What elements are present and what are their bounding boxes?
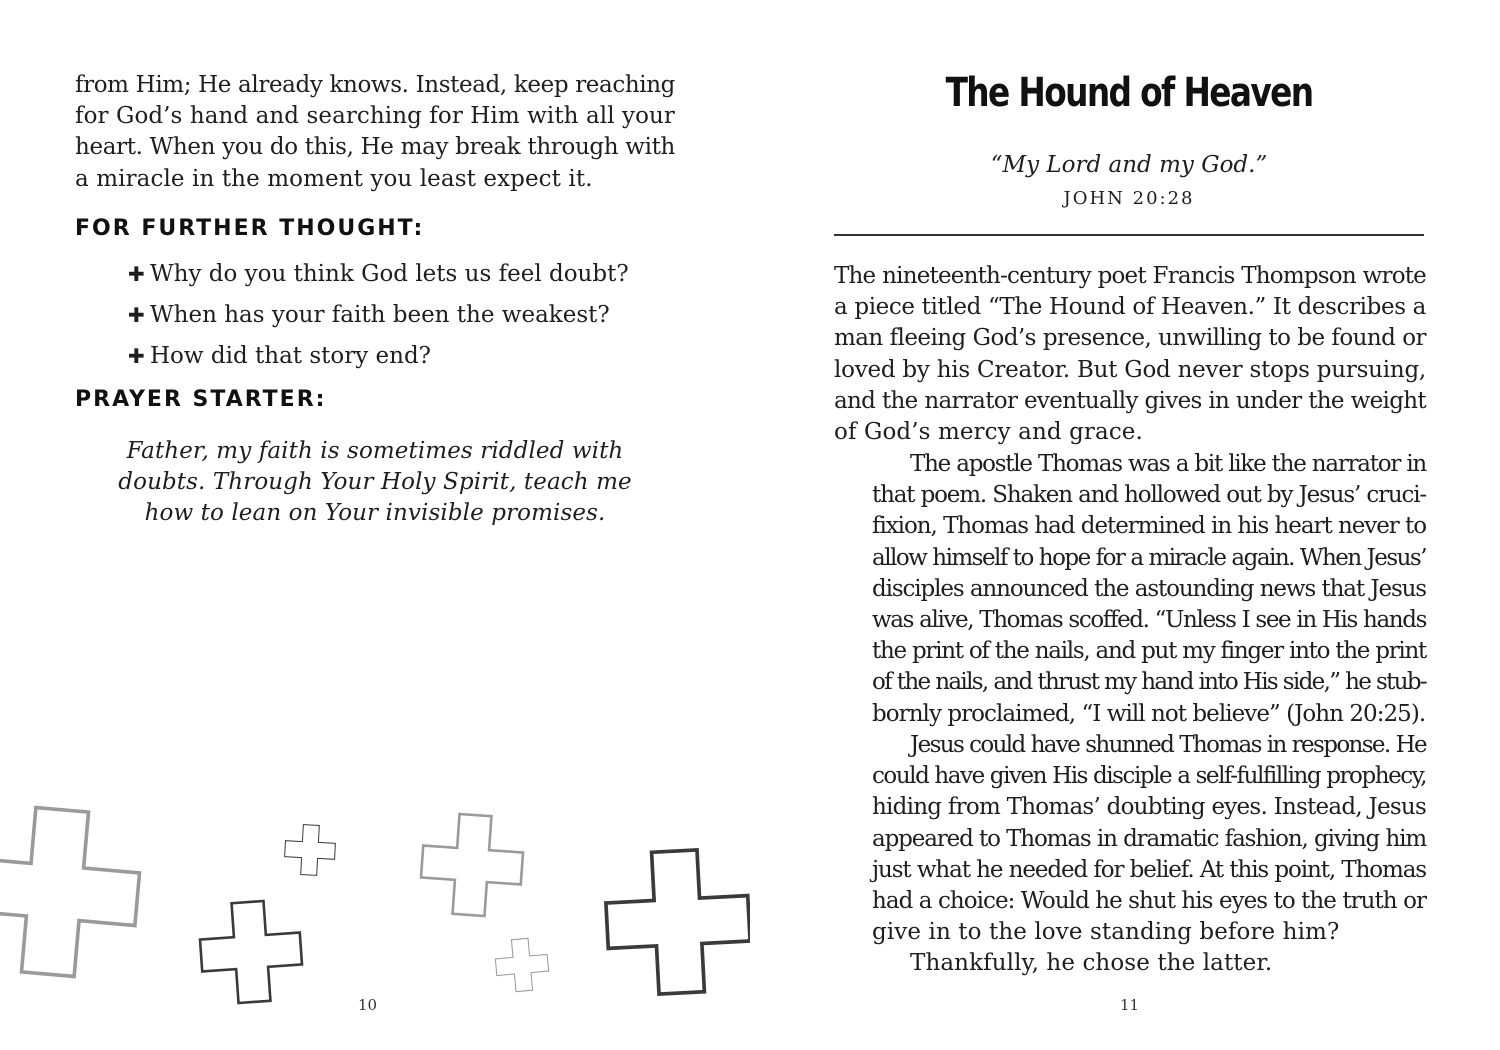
text-line: that poem. Shaken and hollowed out by Jesus’ cruci- [872, 482, 1426, 509]
text-line: hiding from Thomas’ doubting eyes. Instead, Jesus [872, 794, 1426, 821]
text-line: Jesus could have shunned Thomas in response. He [910, 732, 1426, 758]
plus-bullet-icon: ✚ [128, 343, 145, 368]
body-paragraph [834, 948, 1426, 979]
cross-icon [603, 847, 750, 996]
text-line: The nineteenth-century poet Francis Thompson wrote [834, 263, 1426, 289]
cross-icon [0, 803, 144, 982]
prayer-line: how to lean on Your invisible promises. [144, 500, 606, 527]
text-line: appeared to Thomas in dramatic fashion, giving him [872, 825, 1426, 852]
right-page [750, 0, 1500, 1050]
body-paragraph [834, 261, 1426, 448]
text-line: was alive, Thomas scoffed. “Unless I see in His hands [872, 607, 1426, 634]
cross-icon [198, 899, 305, 1006]
divider-rule [834, 234, 1424, 236]
question-text: How did that story end? [150, 342, 432, 369]
plus-bullet-icon: ✚ [128, 302, 145, 327]
body-paragraph [834, 730, 1426, 948]
question-text: Why do you think God lets us feel doubt? [150, 260, 629, 287]
text-line: fixion, Thomas had determined in his heart never to [872, 513, 1426, 540]
chapter-title: The Hound of Heaven [945, 70, 1313, 116]
text-line: a piece titled “The Hound of Heaven.” It describes a [834, 294, 1426, 321]
text-line: man fleeing God’s presence, unwilling to be found or [834, 325, 1426, 352]
plus-bullet-icon: ✚ [128, 261, 145, 286]
text-line: loved by his Creator. But God never stops pursuing, [834, 356, 1426, 383]
list-item [128, 294, 629, 335]
text-line: of God’s mercy and grace. [834, 419, 1143, 446]
continuation-paragraph [75, 70, 675, 195]
text-line: heart. When you do this, He may break through with [75, 134, 675, 161]
text-line: and the narrator eventually gives in under the weight [834, 387, 1426, 414]
question-list [128, 253, 629, 376]
text-line: just what he needed for belief. At this point, Thomas [872, 856, 1426, 883]
text-line: the print of the nails, and put my finger into the print [872, 638, 1426, 665]
text-line: bornly proclaimed, “I will not believe” (John 20:25). [872, 700, 1426, 727]
text-line: had a choice: Would he shut his eyes to the truth or [872, 888, 1426, 915]
prayer-line: doubts. Through Your Holy Spirit, teach me [118, 469, 632, 496]
text-line: from Him; He already knows. Instead, keep reaching [75, 72, 675, 98]
text-line: could have given His disciple a self-fulfilling prophecy, [872, 763, 1426, 790]
verse-reference: JOHN 20:28 [1063, 188, 1195, 209]
text-line: a miracle in the moment you least expect it. [75, 165, 593, 192]
decorative-crosses [0, 790, 750, 1020]
prayer-text [75, 436, 675, 530]
text-line: The apostle Thomas was a bit like the narrator in [910, 451, 1426, 477]
page-number: 10 [358, 996, 378, 1014]
question-text: When has your faith been the weakest? [150, 301, 610, 328]
text-line: of the nails, and thrust my hand into His side,” he stub- [872, 669, 1426, 696]
text-line: disciples announced the astounding news that Jesus [872, 575, 1426, 602]
prayer-starter-heading: PRAYER STARTER: [75, 387, 327, 412]
prayer-line: Father, my faith is sometimes riddled with [126, 438, 624, 464]
cross-icon [419, 812, 526, 919]
text-line: allow himself to hope for a miracle again. When Jesus’ [872, 544, 1426, 571]
text-line: for God’s hand and searching for Him with all your [75, 103, 675, 130]
body-paragraph [834, 449, 1426, 730]
page-number: 11 [1120, 996, 1140, 1014]
list-item [128, 253, 629, 294]
cross-icon [494, 937, 550, 993]
list-item [128, 335, 629, 376]
scripture-verse: “My Lord and my God.” [990, 152, 1268, 178]
text-line: Thankfully, he chose the latter. [910, 950, 1273, 976]
cross-icon [284, 824, 337, 877]
further-thought-heading: FOR FURTHER THOUGHT: [75, 216, 425, 241]
text-line: give in to the love standing before him? [872, 919, 1340, 946]
